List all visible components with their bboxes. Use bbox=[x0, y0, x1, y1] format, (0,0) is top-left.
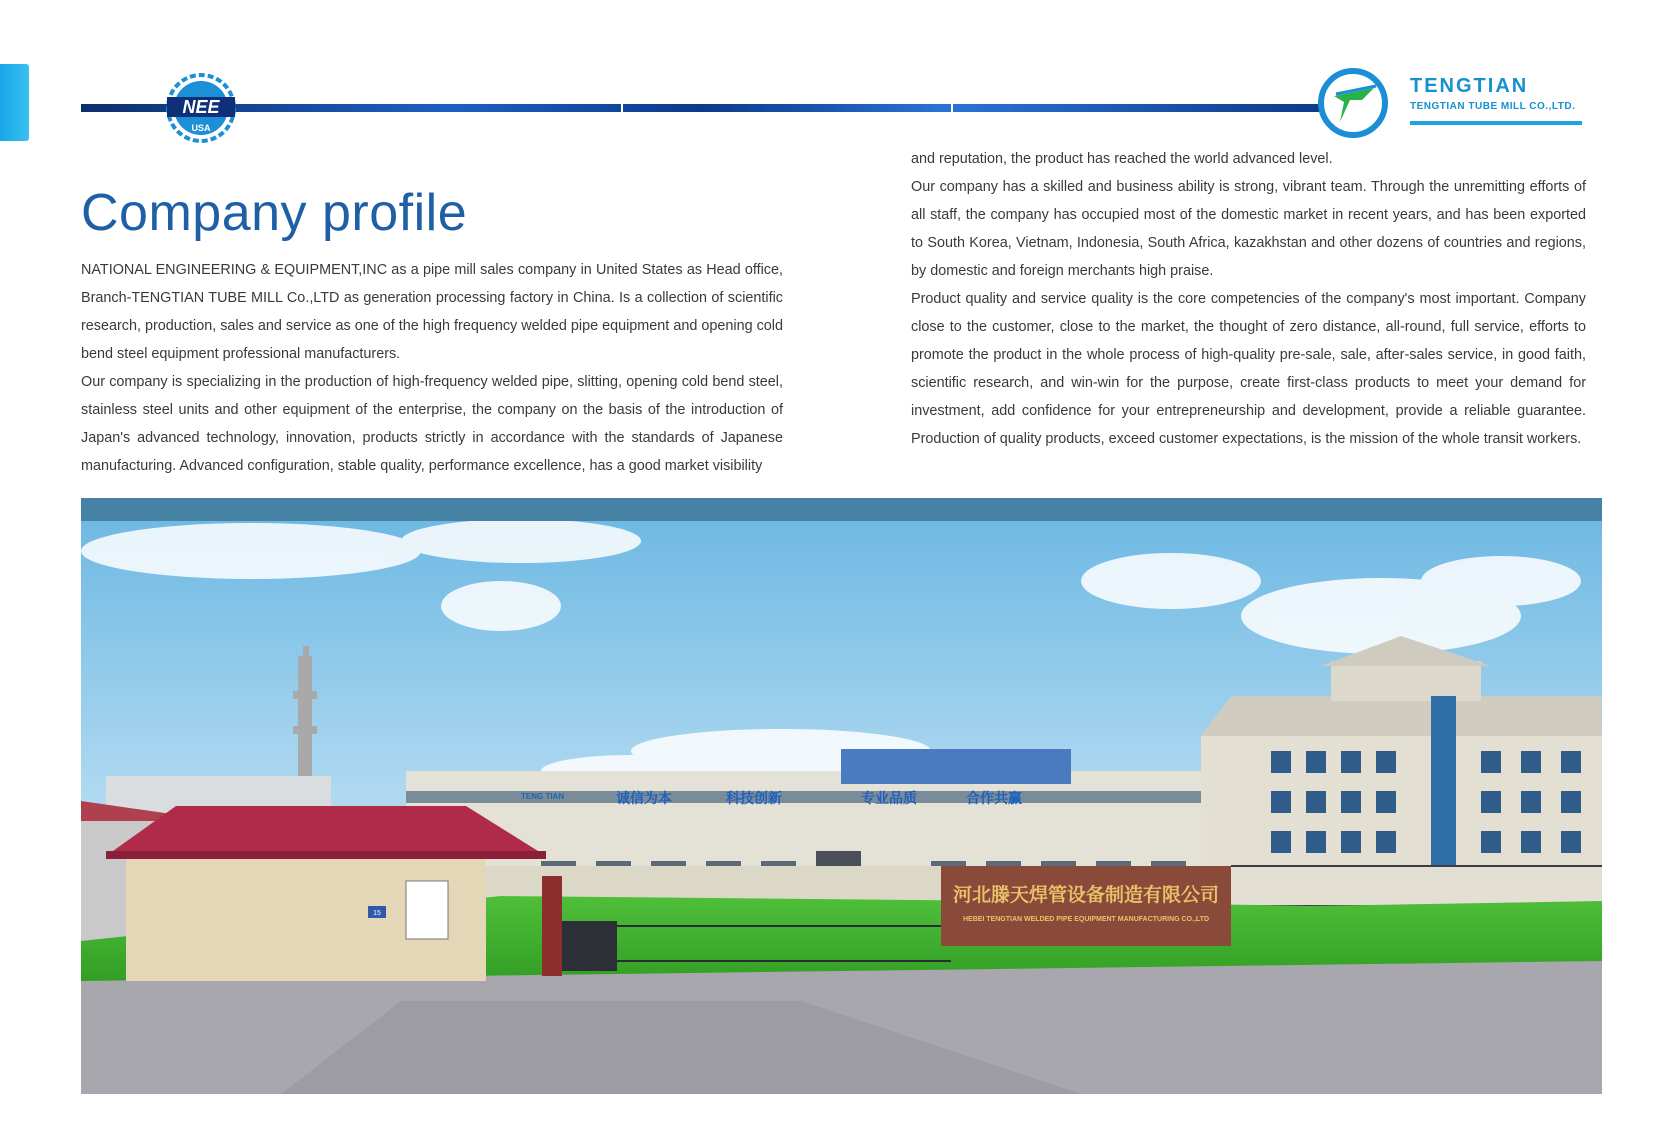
nee-logo-letters: NEE bbox=[182, 97, 220, 117]
nee-usa-logo bbox=[155, 72, 247, 144]
nee-logo-sub: USA bbox=[191, 123, 211, 133]
page-title: Company profile bbox=[81, 184, 468, 242]
slogan-1: 诚信为本 bbox=[616, 791, 672, 807]
right-paragraph-2: Our company has a skilled and business ability is strong, vibrant team. Through the unremitting efforts of all staff, the company has occupied most of the domestic market in recent years, and has been exported to South Korea, Vietnam, Indonesia, South Africa, kazakhstan and other dozens of countries and regions, by domestic and foreign merchants high praise. bbox=[911, 179, 1586, 279]
slogan-4: 合作共赢 bbox=[966, 791, 1022, 807]
slogan-2: 科技创新 bbox=[726, 791, 782, 807]
left-paragraph-2: Our company is specializing in the production of high-frequency welded pipe, slitting, opening cold bend steel, stainless steel units and other equipment of the enterprise, the company on the basis of the introduction of Japan's advanced technology, innovation, products strictly in accordance with the standards of Japanese manufacturing. Advanced configuration, stable quality, performance excellence, has a good market visibility bbox=[81, 374, 783, 474]
tengtian-underline bbox=[1410, 121, 1582, 125]
left-text-column bbox=[81, 256, 783, 480]
gate-sign-chinese: 河北滕天焊管设备制造有限公司 bbox=[952, 884, 1220, 906]
slogan-3: 专业品质 bbox=[861, 791, 917, 807]
right-paragraph-1: and reputation, the product has reached the world advanced level. bbox=[911, 151, 1333, 167]
photo-header-band bbox=[81, 498, 1602, 521]
header-rule bbox=[81, 104, 1321, 112]
right-paragraph-3: Product quality and service quality is the core competencies of the company's most important. Company close to the customer, close to the market, the thought of zero distance, all-round, full service, efforts to promote the product in the whole process of high-quality pre-sale, sale, after-sales service, in good faith, scientific research, and win-win for the purpose, create first-class products to meet your demand for investment, add confidence for your entrepreneurship and development, provide a reliable guarantee. Production of quality products, exceed customer expectations, is the mission of the whole transit workers. bbox=[911, 291, 1586, 447]
gate-sign bbox=[941, 866, 1231, 946]
house-number: 15 bbox=[373, 910, 381, 917]
left-paragraph-1: NATIONAL ENGINEERING & EQUIPMENT,INC as a pipe mill sales company in United States as Head office, Branch-TENGTIAN TUBE MILL Co.,LTD as generation processing factory in China. Is a collection of scientific research, production, sales and service as one of the high frequency welded pipe equipment and opening cold bend steel equipment professional manufacturers. bbox=[81, 262, 783, 362]
right-text-column bbox=[911, 145, 1586, 453]
tengtian-brand-subtitle: TENGTIAN TUBE MILL CO.,LTD. bbox=[1410, 101, 1576, 112]
tengtian-logo-icon bbox=[1316, 66, 1390, 140]
roof-logo-text: TENG TIAN bbox=[521, 792, 565, 801]
factory-photo bbox=[81, 521, 1602, 1094]
gate-sign-english: HEBEI TENGTIAN WELDED PIPE EQUIPMENT MANUFACTURING CO.,LTD bbox=[962, 916, 1210, 923]
office-building bbox=[1201, 736, 1602, 911]
tengtian-brand-name: TENGTIAN bbox=[1410, 75, 1529, 97]
side-tab-marker bbox=[0, 64, 29, 141]
